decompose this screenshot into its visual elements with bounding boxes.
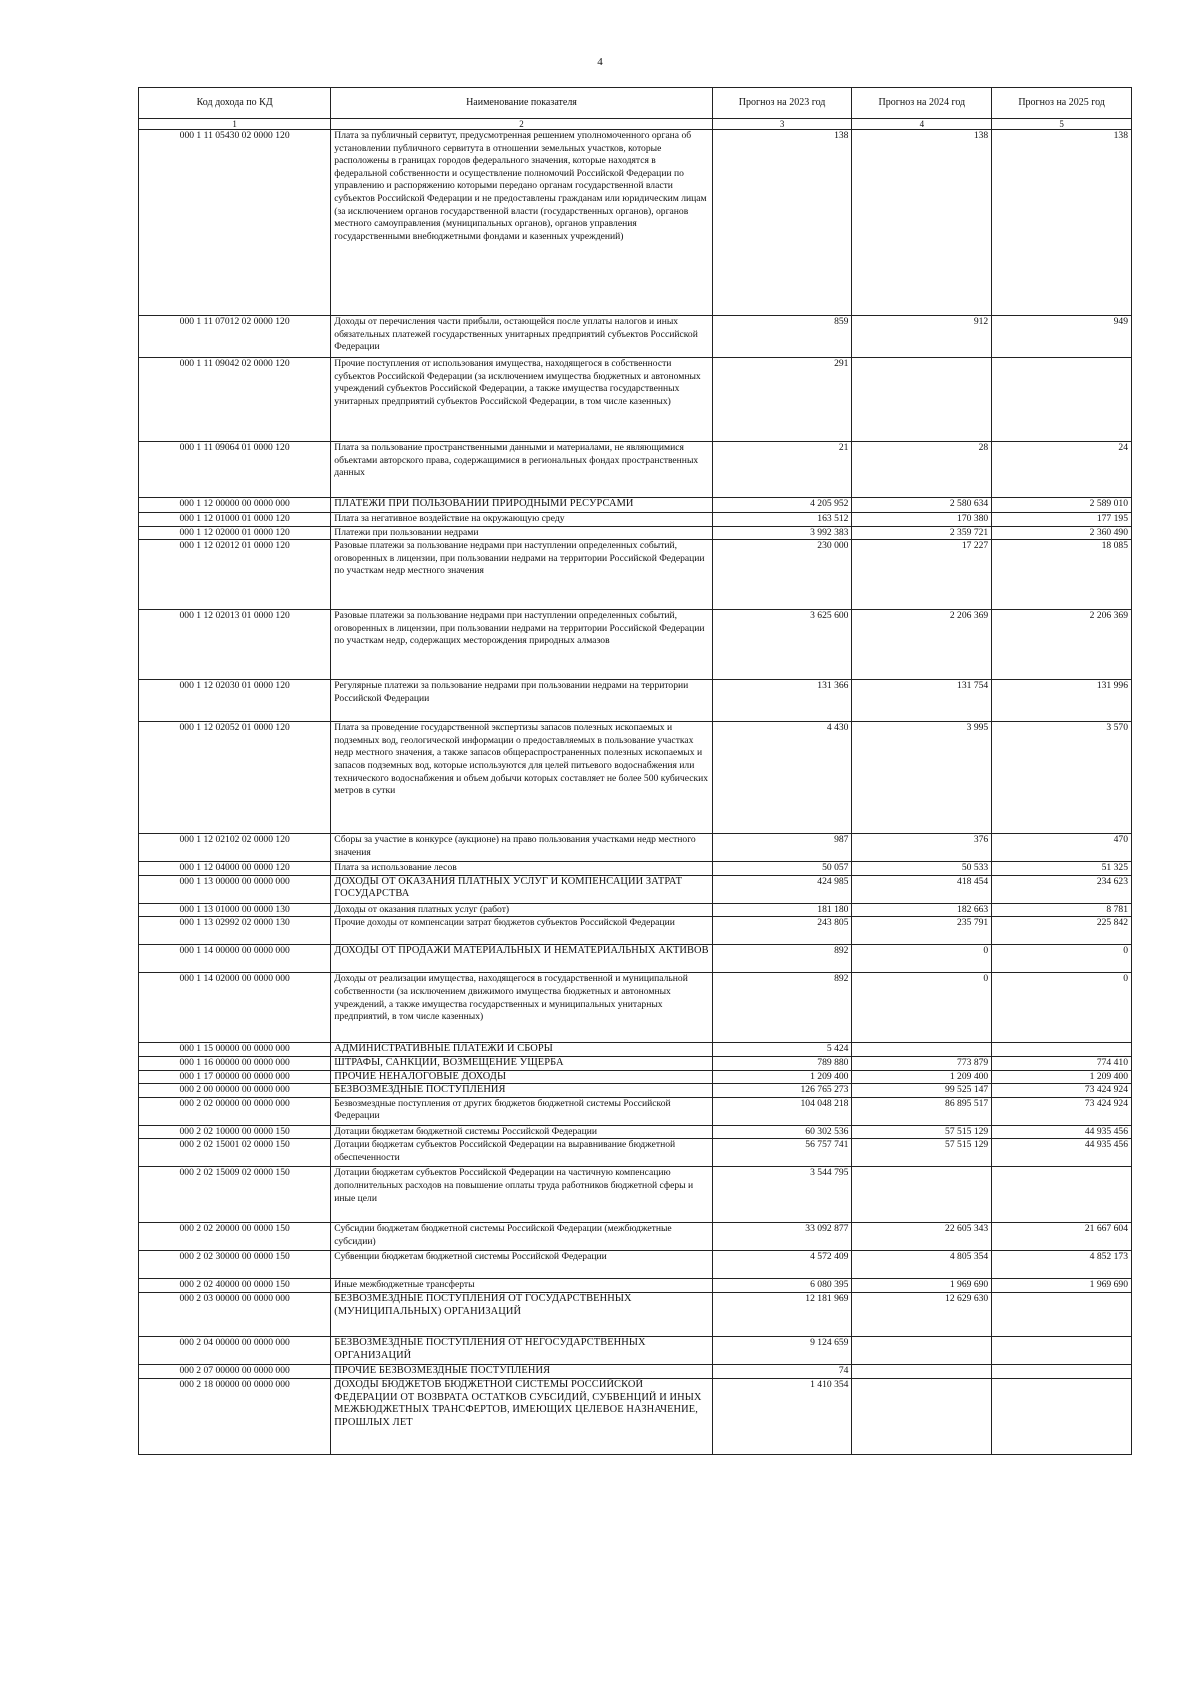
forecast-2025-cell: 2 206 369: [992, 610, 1132, 680]
forecast-2024-cell: [852, 1378, 992, 1454]
indicator-name-cell: Разовые платежи за пользование недрами при наступлении определенных событий, оговоренных в лицензии, при пользовании недрами на территории Российской Федерации по участкам недр, содержащих месторождения природных алмазов: [331, 610, 712, 680]
indicator-name-cell: Плата за использование лесов: [331, 862, 712, 876]
table-row: [139, 973, 1132, 1043]
header-forecast-2024: Прогноз на 2024 год: [852, 88, 992, 119]
income-code-cell: 000 2 02 20000 00 0000 150: [139, 1223, 331, 1251]
forecast-2024-cell: 99 525 147: [852, 1084, 992, 1098]
income-code-cell: 000 1 14 00000 00 0000 000: [139, 945, 331, 973]
table-row: [139, 1293, 1132, 1337]
column-number: 2: [331, 119, 712, 130]
forecast-2023-cell: 4 430: [712, 722, 852, 834]
column-number-row: [139, 119, 1132, 130]
forecast-2024-cell: 22 605 343: [852, 1223, 992, 1251]
forecast-2024-cell: 57 515 129: [852, 1139, 992, 1167]
forecast-2023-cell: 1 209 400: [712, 1070, 852, 1084]
forecast-2024-cell: 57 515 129: [852, 1125, 992, 1139]
forecast-2025-cell: 774 410: [992, 1056, 1132, 1070]
table-row: [139, 526, 1132, 540]
forecast-2024-cell: 1 209 400: [852, 1070, 992, 1084]
income-code-cell: 000 1 12 02012 01 0000 120: [139, 540, 331, 610]
forecast-2025-cell: 1 209 400: [992, 1070, 1132, 1084]
indicator-name-cell: Регулярные платежи за пользование недрами при пользовании недрами на территории Российской Федерации: [331, 680, 712, 722]
forecast-2024-cell: 17 227: [852, 540, 992, 610]
forecast-2023-cell: 21: [712, 442, 852, 498]
table-row: [139, 1279, 1132, 1293]
forecast-2025-cell: 138: [992, 130, 1132, 316]
table-row: [139, 498, 1132, 513]
forecast-2025-cell: 3 570: [992, 722, 1132, 834]
forecast-2024-cell: 912: [852, 316, 992, 358]
forecast-2024-cell: [852, 1365, 992, 1379]
forecast-2023-cell: 9 124 659: [712, 1337, 852, 1365]
forecast-2025-cell: [992, 1378, 1132, 1454]
forecast-2025-cell: 0: [992, 945, 1132, 973]
indicator-name-cell: Прочие поступления от использования имущества, находящегося в собственности субъектов Российской Федерации (за исключением имущества бюджетных и автономных учреждений субъектов Российской Федерации, а также имущества государственных унитарных предприятий субъектов Российской Федерации, в том числе казенных): [331, 358, 712, 442]
forecast-2025-cell: 44 935 456: [992, 1139, 1132, 1167]
table-row: [139, 1167, 1132, 1223]
forecast-2023-cell: 6 080 395: [712, 1279, 852, 1293]
forecast-2024-cell: 0: [852, 973, 992, 1043]
forecast-2025-cell: 0: [992, 973, 1132, 1043]
forecast-2024-cell: 138: [852, 130, 992, 316]
indicator-name-cell: БЕЗВОЗМЕЗДНЫЕ ПОСТУПЛЕНИЯ ОТ ГОСУДАРСТВЕННЫХ (МУНИЦИПАЛЬНЫХ) ОРГАНИЗАЦИЙ: [331, 1293, 712, 1337]
indicator-name-cell: ДОХОДЫ ОТ ОКАЗАНИЯ ПЛАТНЫХ УСЛУГ И КОМПЕНСАЦИИ ЗАТРАТ ГОСУДАРСТВА: [331, 875, 712, 903]
forecast-2025-cell: 2 589 010: [992, 498, 1132, 513]
income-code-cell: 000 1 12 02030 01 0000 120: [139, 680, 331, 722]
forecast-2025-cell: [992, 1293, 1132, 1337]
table-row: [139, 862, 1132, 876]
income-code-cell: 000 2 00 00000 00 0000 000: [139, 1084, 331, 1098]
table-row: [139, 130, 1132, 316]
forecast-2023-cell: 892: [712, 973, 852, 1043]
income-code-cell: 000 2 02 15009 02 0000 150: [139, 1167, 331, 1223]
forecast-2024-cell: 418 454: [852, 875, 992, 903]
table-row: [139, 1139, 1132, 1167]
forecast-2023-cell: 5 424: [712, 1043, 852, 1057]
forecast-2025-cell: 51 325: [992, 862, 1132, 876]
forecast-2023-cell: 230 000: [712, 540, 852, 610]
income-code-cell: 000 1 12 04000 00 0000 120: [139, 862, 331, 876]
forecast-2024-cell: 86 895 517: [852, 1097, 992, 1125]
forecast-2023-cell: 104 048 218: [712, 1097, 852, 1125]
table-row: [139, 1084, 1132, 1098]
forecast-2025-cell: 24: [992, 442, 1132, 498]
forecast-2023-cell: 60 302 536: [712, 1125, 852, 1139]
income-code-cell: 000 2 18 00000 00 0000 000: [139, 1378, 331, 1454]
forecast-2024-cell: 235 791: [852, 917, 992, 945]
header-code: Код дохода по КД: [139, 88, 331, 119]
income-code-cell: 000 2 07 00000 00 0000 000: [139, 1365, 331, 1379]
indicator-name-cell: АДМИНИСТРАТИВНЫЕ ПЛАТЕЖИ И СБОРЫ: [331, 1043, 712, 1057]
forecast-2024-cell: 3 995: [852, 722, 992, 834]
table-row: [139, 540, 1132, 610]
income-code-cell: 000 1 11 09064 01 0000 120: [139, 442, 331, 498]
table-row: [139, 903, 1132, 917]
forecast-2023-cell: 1 410 354: [712, 1378, 852, 1454]
table-row: [139, 442, 1132, 498]
indicator-name-cell: Безвозмездные поступления от других бюджетов бюджетной системы Российской Федерации: [331, 1097, 712, 1125]
income-code-cell: 000 1 16 00000 00 0000 000: [139, 1056, 331, 1070]
indicator-name-cell: БЕЗВОЗМЕЗДНЫЕ ПОСТУПЛЕНИЯ: [331, 1084, 712, 1098]
forecast-2024-cell: [852, 358, 992, 442]
header-forecast-2025: Прогноз на 2025 год: [992, 88, 1132, 119]
column-number: 5: [992, 119, 1132, 130]
income-code-cell: 000 1 13 02992 02 0000 130: [139, 917, 331, 945]
forecast-2025-cell: 73 424 924: [992, 1097, 1132, 1125]
forecast-2024-cell: 2 206 369: [852, 610, 992, 680]
indicator-name-cell: Плата за пользование пространственными данными и материалами, не являющимися объектами авторского права, содержащимися в региональных фондах пространственных данных: [331, 442, 712, 498]
table-row: [139, 1251, 1132, 1279]
forecast-2023-cell: 3 625 600: [712, 610, 852, 680]
indicator-name-cell: Дотации бюджетам бюджетной системы Российской Федерации: [331, 1125, 712, 1139]
income-code-cell: 000 1 12 02013 01 0000 120: [139, 610, 331, 680]
income-code-cell: 000 1 15 00000 00 0000 000: [139, 1043, 331, 1057]
income-code-cell: 000 1 17 00000 00 0000 000: [139, 1070, 331, 1084]
header-name: Наименование показателя: [331, 88, 712, 119]
header-forecast-2023: Прогноз на 2023 год: [712, 88, 852, 119]
forecast-2023-cell: 789 880: [712, 1056, 852, 1070]
forecast-2024-cell: [852, 1167, 992, 1223]
table-row: [139, 513, 1132, 527]
forecast-2023-cell: 12 181 969: [712, 1293, 852, 1337]
income-code-cell: 000 1 12 02102 02 0000 120: [139, 834, 331, 862]
forecast-2023-cell: 33 092 877: [712, 1223, 852, 1251]
column-number: 4: [852, 119, 992, 130]
table-row: [139, 1070, 1132, 1084]
forecast-2024-cell: 376: [852, 834, 992, 862]
indicator-name-cell: Иные межбюджетные трансферты: [331, 1279, 712, 1293]
forecast-2024-cell: 50 533: [852, 862, 992, 876]
forecast-2023-cell: 181 180: [712, 903, 852, 917]
page-number: 4: [597, 56, 603, 68]
indicator-name-cell: Плата за публичный сервитут, предусмотренная решением уполномоченного органа об установлении публичного сервитута в отношении земельных участков, которые расположены в границах городов федерального значения, которые находятся в федеральной собственности и осуществление полномочий Российской Федерации по управлению и распоряжению которыми передано органам государственной власти субъектов Российской Федерации и не предоставлены гражданам или юридическим лицам (за исключением органов государственной власти (государственных органов), органов местного самоуправления (муниципальных органов), органов управления государственными внебюджетными фондами и казенных учреждений): [331, 130, 712, 316]
forecast-2024-cell: 0: [852, 945, 992, 973]
forecast-2023-cell: 424 985: [712, 875, 852, 903]
table-row: [139, 917, 1132, 945]
income-code-cell: 000 2 02 30000 00 0000 150: [139, 1251, 331, 1279]
table-row: [139, 358, 1132, 442]
forecast-2024-cell: 12 629 630: [852, 1293, 992, 1337]
income-code-cell: 000 1 12 01000 01 0000 120: [139, 513, 331, 527]
forecast-2025-cell: 225 842: [992, 917, 1132, 945]
forecast-2025-cell: 234 623: [992, 875, 1132, 903]
forecast-2023-cell: 56 757 741: [712, 1139, 852, 1167]
forecast-2024-cell: [852, 1043, 992, 1057]
forecast-2025-cell: 1 969 690: [992, 1279, 1132, 1293]
indicator-name-cell: Дотации бюджетам субъектов Российской Федерации на частичную компенсацию дополнительных расходов на повышение оплаты труда работников бюджетной сферы и иные цели: [331, 1167, 712, 1223]
income-code-cell: 000 1 11 05430 02 0000 120: [139, 130, 331, 316]
indicator-name-cell: ПРОЧИЕ НЕНАЛОГОВЫЕ ДОХОДЫ: [331, 1070, 712, 1084]
forecast-2025-cell: 131 996: [992, 680, 1132, 722]
forecast-2025-cell: [992, 1365, 1132, 1379]
indicator-name-cell: Разовые платежи за пользование недрами при наступлении определенных событий, оговоренных в лицензии, при пользовании недрами на территории Российской Федерации по участкам недр местного значения: [331, 540, 712, 610]
income-code-cell: 000 1 14 02000 00 0000 000: [139, 973, 331, 1043]
table-row: [139, 834, 1132, 862]
table-row: [139, 875, 1132, 903]
revenue-forecast-table: [138, 87, 1132, 1455]
table-row: [139, 1097, 1132, 1125]
table-row: [139, 722, 1132, 834]
forecast-2025-cell: 73 424 924: [992, 1084, 1132, 1098]
table-header-row: [139, 88, 1132, 119]
income-code-cell: 000 1 12 00000 00 0000 000: [139, 498, 331, 513]
forecast-2023-cell: 859: [712, 316, 852, 358]
forecast-2025-cell: 4 852 173: [992, 1251, 1132, 1279]
table-row: [139, 1223, 1132, 1251]
forecast-2025-cell: [992, 1043, 1132, 1057]
table-row: [139, 1378, 1132, 1454]
indicator-name-cell: Прочие доходы от компенсации затрат бюджетов субъектов Российской Федерации: [331, 917, 712, 945]
forecast-2024-cell: 2 580 634: [852, 498, 992, 513]
indicator-name-cell: Доходы от перечисления части прибыли, остающейся после уплаты налогов и иных обязательных платежей государственных унитарных предприятий субъектов Российской Федерации: [331, 316, 712, 358]
indicator-name-cell: Субсидии бюджетам бюджетной системы Российской Федерации (межбюджетные субсидии): [331, 1223, 712, 1251]
forecast-2023-cell: 138: [712, 130, 852, 316]
forecast-2024-cell: 773 879: [852, 1056, 992, 1070]
table-row: [139, 316, 1132, 358]
forecast-2023-cell: 243 805: [712, 917, 852, 945]
income-code-cell: 000 1 13 00000 00 0000 000: [139, 875, 331, 903]
income-code-cell: 000 1 11 07012 02 0000 120: [139, 316, 331, 358]
forecast-2024-cell: 182 663: [852, 903, 992, 917]
table-row: [139, 1365, 1132, 1379]
income-code-cell: 000 2 02 00000 00 0000 000: [139, 1097, 331, 1125]
forecast-2023-cell: 291: [712, 358, 852, 442]
indicator-name-cell: Сборы за участие в конкурсе (аукционе) на право пользования участками недр местного значения: [331, 834, 712, 862]
indicator-name-cell: Плата за проведение государственной экспертизы запасов полезных ископаемых и подземных вод, геологической информации о предоставляемых в пользование участках недр местного значения, а также запасов общераспространенных полезных ископаемых и запасов подземных вод, которые используются для целей питьевого водоснабжения или технического водоснабжения и объем добычи которых составляет не более 500 кубических метров в сутки: [331, 722, 712, 834]
indicator-name-cell: Субвенции бюджетам бюджетной системы Российской Федерации: [331, 1251, 712, 1279]
forecast-2025-cell: 2 360 490: [992, 526, 1132, 540]
forecast-2023-cell: 50 057: [712, 862, 852, 876]
forecast-2025-cell: [992, 1337, 1132, 1365]
indicator-name-cell: Плата за негативное воздействие на окружающую среду: [331, 513, 712, 527]
forecast-2023-cell: 4 205 952: [712, 498, 852, 513]
table-row: [139, 1056, 1132, 1070]
indicator-name-cell: Платежи при пользовании недрами: [331, 526, 712, 540]
indicator-name-cell: Дотации бюджетам субъектов Российской Федерации на выравнивание бюджетной обеспеченности: [331, 1139, 712, 1167]
forecast-2024-cell: [852, 1337, 992, 1365]
income-code-cell: 000 1 11 09042 02 0000 120: [139, 358, 331, 442]
indicator-name-cell: Доходы от реализации имущества, находящегося в государственной и муниципальной собственности (за исключением движимого имущества бюджетных и автономных учреждений, а также имущества государственных и муниципальных унитарных предприятий, в том числе казенных): [331, 973, 712, 1043]
forecast-2025-cell: 177 195: [992, 513, 1132, 527]
forecast-2025-cell: 21 667 604: [992, 1223, 1132, 1251]
forecast-2025-cell: [992, 1167, 1132, 1223]
table-row: [139, 610, 1132, 680]
table-row: [139, 1043, 1132, 1057]
indicator-name-cell: ПРОЧИЕ БЕЗВОЗМЕЗДНЫЕ ПОСТУПЛЕНИЯ: [331, 1365, 712, 1379]
income-code-cell: 000 1 13 01000 00 0000 130: [139, 903, 331, 917]
forecast-2025-cell: 8 781: [992, 903, 1132, 917]
forecast-2023-cell: 987: [712, 834, 852, 862]
forecast-2024-cell: 170 380: [852, 513, 992, 527]
forecast-2024-cell: 131 754: [852, 680, 992, 722]
income-code-cell: 000 2 02 15001 02 0000 150: [139, 1139, 331, 1167]
forecast-2023-cell: 4 572 409: [712, 1251, 852, 1279]
column-number: 3: [712, 119, 852, 130]
indicator-name-cell: ШТРАФЫ, САНКЦИИ, ВОЗМЕЩЕНИЕ УЩЕРБА: [331, 1056, 712, 1070]
column-number: 1: [139, 119, 331, 130]
income-code-cell: 000 1 12 02052 01 0000 120: [139, 722, 331, 834]
forecast-2023-cell: 892: [712, 945, 852, 973]
forecast-2025-cell: 44 935 456: [992, 1125, 1132, 1139]
forecast-2025-cell: 18 085: [992, 540, 1132, 610]
forecast-2023-cell: 3 992 383: [712, 526, 852, 540]
table-row: [139, 1337, 1132, 1365]
indicator-name-cell: ПЛАТЕЖИ ПРИ ПОЛЬЗОВАНИИ ПРИРОДНЫМИ РЕСУРСАМИ: [331, 498, 712, 513]
forecast-2023-cell: 74: [712, 1365, 852, 1379]
income-code-cell: 000 1 12 02000 01 0000 120: [139, 526, 331, 540]
forecast-2023-cell: 3 544 795: [712, 1167, 852, 1223]
forecast-2023-cell: 126 765 273: [712, 1084, 852, 1098]
indicator-name-cell: Доходы от оказания платных услуг (работ): [331, 903, 712, 917]
table-row: [139, 945, 1132, 973]
indicator-name-cell: ДОХОДЫ БЮДЖЕТОВ БЮДЖЕТНОЙ СИСТЕМЫ РОССИЙСКОЙ ФЕДЕРАЦИИ ОТ ВОЗВРАТА ОСТАТКОВ СУБСИДИЙ, СУБВЕНЦИЙ И ИНЫХ МЕЖБЮДЖЕТНЫХ ТРАНСФЕРТОВ, ИМЕЮЩИХ ЦЕЛЕВОЕ НАЗНАЧЕНИЕ, ПРОШЛЫХ ЛЕТ: [331, 1378, 712, 1454]
table-row: [139, 680, 1132, 722]
forecast-2024-cell: 28: [852, 442, 992, 498]
income-code-cell: 000 2 04 00000 00 0000 000: [139, 1337, 331, 1365]
income-code-cell: 000 2 03 00000 00 0000 000: [139, 1293, 331, 1337]
indicator-name-cell: ДОХОДЫ ОТ ПРОДАЖИ МАТЕРИАЛЬНЫХ И НЕМАТЕРИАЛЬНЫХ АКТИВОВ: [331, 945, 712, 973]
table-row: [139, 1125, 1132, 1139]
forecast-2025-cell: [992, 358, 1132, 442]
forecast-2023-cell: 131 366: [712, 680, 852, 722]
forecast-2024-cell: 2 359 721: [852, 526, 992, 540]
forecast-2025-cell: 949: [992, 316, 1132, 358]
forecast-2024-cell: 1 969 690: [852, 1279, 992, 1293]
forecast-2024-cell: 4 805 354: [852, 1251, 992, 1279]
forecast-2023-cell: 163 512: [712, 513, 852, 527]
income-code-cell: 000 2 02 40000 00 0000 150: [139, 1279, 331, 1293]
indicator-name-cell: БЕЗВОЗМЕЗДНЫЕ ПОСТУПЛЕНИЯ ОТ НЕГОСУДАРСТВЕННЫХ ОРГАНИЗАЦИЙ: [331, 1337, 712, 1365]
income-code-cell: 000 2 02 10000 00 0000 150: [139, 1125, 331, 1139]
forecast-2025-cell: 470: [992, 834, 1132, 862]
